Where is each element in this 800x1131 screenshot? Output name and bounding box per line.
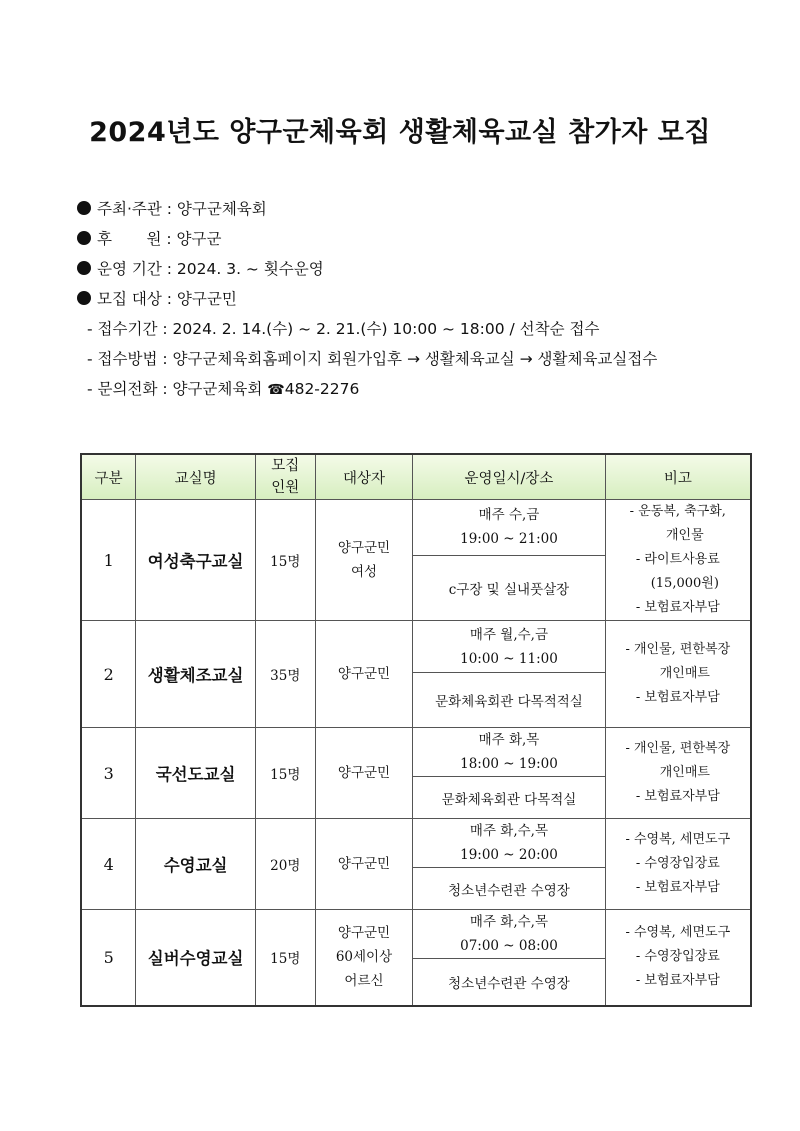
info-target-value: 양구군민 (176, 290, 237, 308)
info-host (77, 194, 777, 224)
cell-place: 청소년수련관 수영장 (413, 868, 605, 910)
schedule-days: 매주 수,금 (478, 507, 540, 524)
header-note: 비고 (605, 454, 751, 500)
schedule-time: 10:00 ~ 11:00 (460, 650, 558, 667)
info-sponsor (77, 224, 777, 254)
info-contact-label: - 문의전화 : 양구군체육회 (87, 380, 268, 398)
info-apply-period: - 접수기간 : 2024. 2. 14.(수) ~ 2. 21.(수) 10:00 ~ 18:00 / 선착순 접수 (87, 320, 600, 338)
page-title: 2024년도 양구군체육회 생활체육교실 참가자 모집 (89, 117, 711, 148)
schedule-days: 매주 화,목 (478, 732, 540, 748)
note-line: - 수영장입장료 (635, 856, 720, 871)
cell-place: c구장 및 실내풋살장 (413, 555, 605, 620)
cell-no: 4 (81, 819, 136, 910)
note-line: - 개인물, 편한복장 (625, 642, 731, 657)
note-line: - 수영복, 세면도구 (625, 832, 731, 847)
schedule-time: 18:00 ~ 19:00 (460, 756, 558, 772)
note-line: - 라이트사용료 (635, 552, 720, 567)
target-line: 양구군민 (337, 540, 391, 556)
cell-target (315, 500, 413, 621)
note-line: - 수영복, 세면도구 (625, 925, 731, 941)
cell-class-name: 생활체조교실 (136, 621, 256, 728)
recruitment-info (77, 194, 777, 404)
schedule-days: 매주 화,수,목 (469, 914, 549, 930)
header-capacity-line2: 인원 (271, 480, 300, 496)
note-line: - 보험료자부담 (635, 880, 720, 895)
cell-no: 3 (81, 728, 136, 819)
cell-capacity: 15명 (255, 500, 315, 621)
note-line: - 운동복, 축구화, (629, 504, 726, 519)
bullet-icon (77, 201, 91, 215)
target-line: 양구군민 (337, 856, 391, 872)
cell-note (605, 819, 751, 910)
header-target: 대상자 (315, 454, 413, 500)
cell-class-name: 여성축구교실 (136, 500, 256, 621)
info-host-value: 양구군체육회 (176, 200, 267, 218)
cell-place: 문화체육회관 다목적실 (413, 777, 605, 819)
cell-target (315, 819, 413, 910)
cell-no: 5 (81, 910, 136, 1006)
target-line: 양구군민 (337, 765, 391, 781)
header-schedule: 운영일시/장소 (413, 454, 605, 500)
target-line: 여성 (350, 564, 378, 580)
info-period-label: 운영 기간 : (97, 260, 177, 278)
cell-target (315, 728, 413, 819)
info-period-value: 2024. 3. ~ 횟수운영 (176, 260, 324, 278)
cell-note (605, 500, 751, 621)
info-apply-method: - 접수방법 : 양구군체육회홈페이지 회원가입후 → 생활체육교실 → 생활체육교실접수 (87, 350, 658, 368)
note-line: - 보험료자부담 (635, 600, 720, 615)
header-capacity-line1: 모집 (271, 458, 300, 474)
bullet-icon (77, 231, 91, 245)
schedule-time: 19:00 ~ 20:00 (460, 847, 558, 863)
cell-class-name: 수영교실 (136, 819, 256, 910)
note-line: - 보험료자부담 (635, 690, 720, 705)
table-row (81, 910, 751, 959)
cell-target (315, 621, 413, 728)
cell-note (605, 728, 751, 819)
info-sponsor-label: 후 원 : (97, 230, 177, 248)
header-capacity (255, 454, 315, 500)
cell-schedule (413, 910, 605, 959)
cell-no: 1 (81, 500, 136, 621)
info-sponsor-value: 양구군 (176, 230, 222, 248)
cell-no: 2 (81, 621, 136, 728)
bullet-icon (77, 261, 91, 275)
phone-icon: ☎ (267, 382, 285, 398)
note-line: 개인매트 (659, 666, 710, 681)
note-line: - 보험료자부담 (635, 789, 720, 804)
info-target (77, 284, 777, 314)
info-contact (77, 374, 777, 404)
cell-schedule (413, 728, 605, 777)
cell-place: 청소년수련관 수영장 (413, 959, 605, 1006)
note-line: 개인물 (665, 528, 704, 543)
table-row (81, 728, 751, 777)
table-row (81, 621, 751, 673)
cell-place: 문화체육회관 다목적적실 (413, 673, 605, 728)
info-period (77, 254, 777, 284)
note-line: (15,000원) (650, 576, 719, 591)
cell-note (605, 910, 751, 1006)
target-line: 어르신 (344, 973, 384, 990)
info-host-label: 주최·주관 : (97, 200, 177, 218)
info-target-label: 모집 대상 : (97, 290, 177, 308)
cell-schedule (413, 500, 605, 556)
note-line: - 보험료자부담 (635, 973, 720, 989)
cell-schedule (413, 819, 605, 868)
schedule-days: 매주 월,수,금 (469, 626, 549, 643)
class-table (80, 453, 752, 1007)
cell-class-name: 국선도교실 (136, 728, 256, 819)
target-line: 양구군민 (337, 666, 391, 682)
cell-capacity: 15명 (255, 728, 315, 819)
info-contact-number: 482-2276 (284, 380, 360, 398)
target-line: 양구군민 (337, 925, 391, 942)
cell-target (315, 910, 413, 1006)
note-line: 개인매트 (659, 765, 710, 780)
header-name: 교실명 (136, 454, 256, 500)
note-line: - 수영장입장료 (635, 949, 720, 965)
cell-note (605, 621, 751, 728)
header-no: 구분 (81, 454, 136, 500)
cell-class-name: 실버수영교실 (136, 910, 256, 1006)
cell-capacity: 15명 (255, 910, 315, 1006)
cell-schedule (413, 621, 605, 673)
schedule-days: 매주 화,수,목 (469, 823, 549, 839)
table-header-row (81, 454, 751, 500)
schedule-time: 07:00 ~ 08:00 (460, 938, 558, 954)
table-row (81, 819, 751, 868)
cell-capacity: 20명 (255, 819, 315, 910)
target-line: 60세이상 (335, 949, 393, 966)
schedule-time: 19:00 ~ 21:00 (460, 531, 558, 548)
bullet-icon (77, 291, 91, 305)
table-row (81, 500, 751, 556)
cell-capacity: 35명 (255, 621, 315, 728)
note-line: - 개인물, 편한복장 (625, 741, 731, 756)
